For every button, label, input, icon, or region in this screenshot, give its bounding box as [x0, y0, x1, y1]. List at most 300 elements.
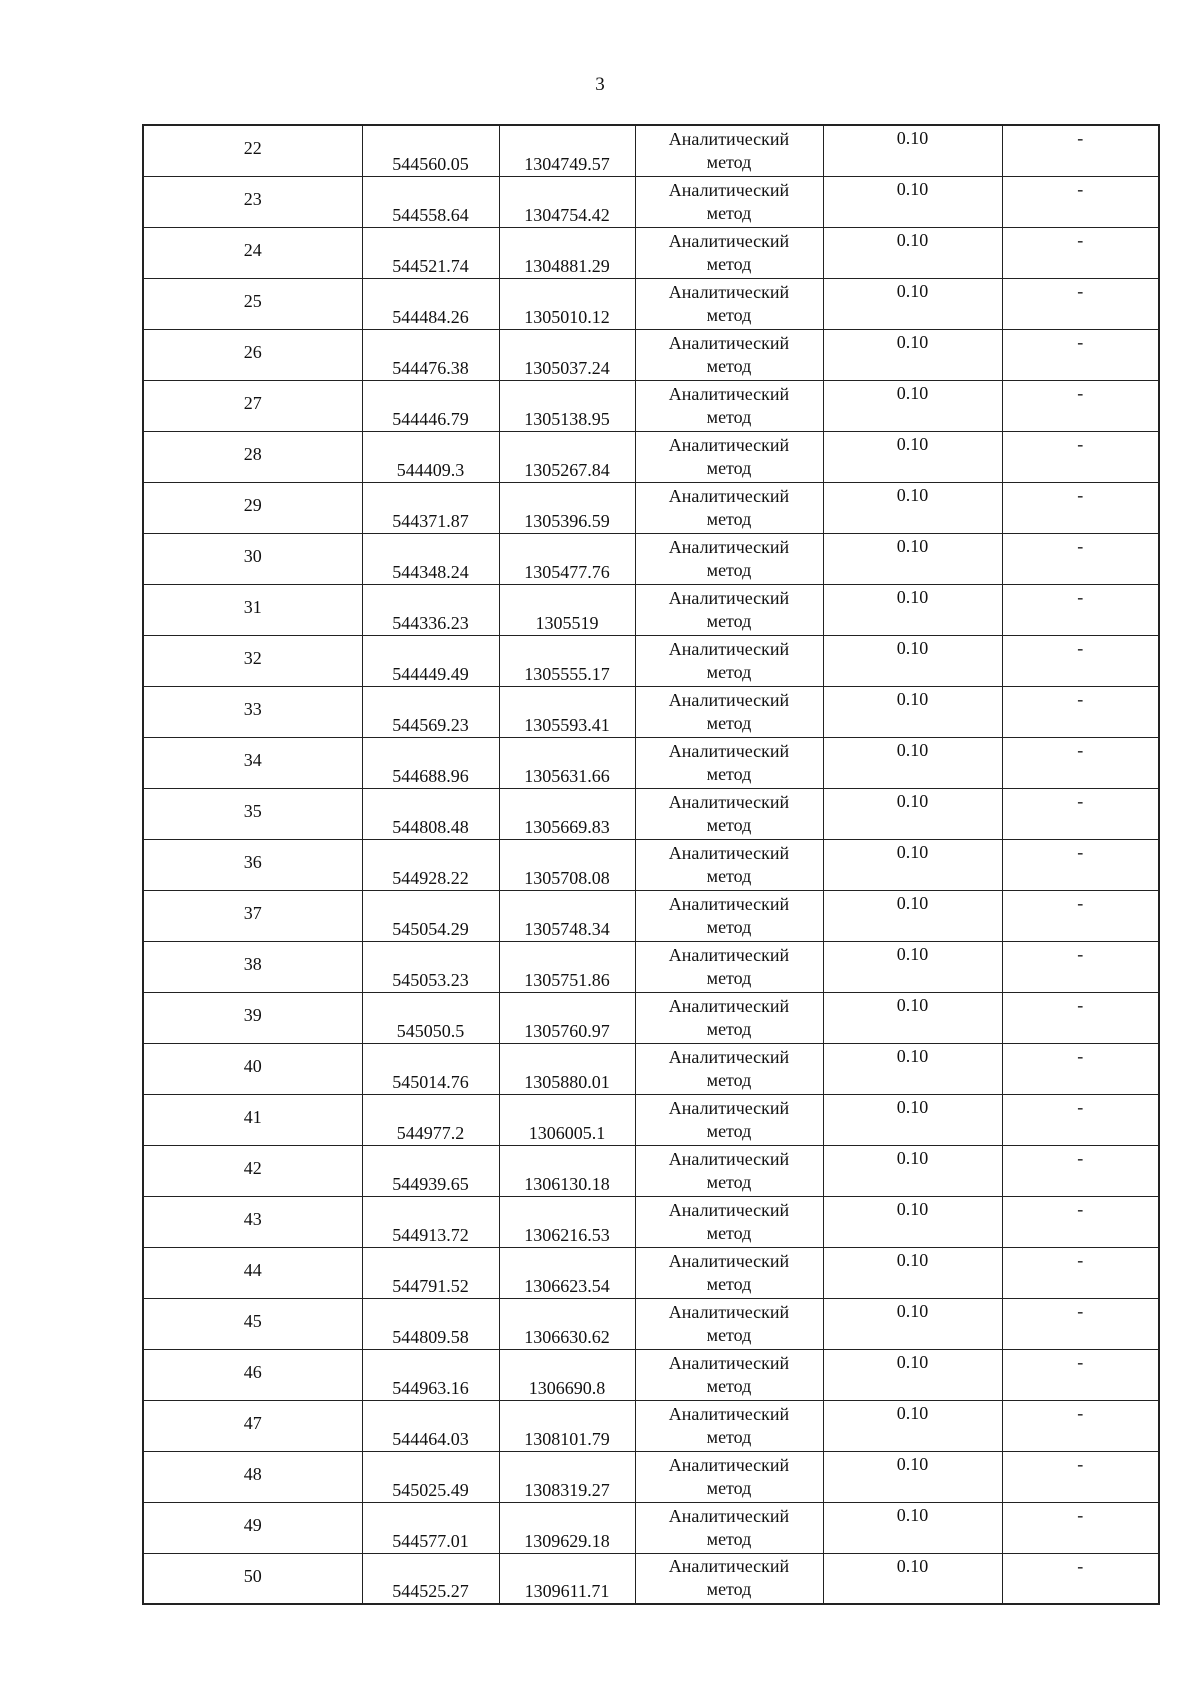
- y-coordinate-cell: [499, 176, 635, 227]
- x-coordinate: 544484.26: [392, 306, 469, 327]
- x-coordinate-cell: [362, 1196, 499, 1247]
- point-number-cell: [143, 839, 362, 890]
- accuracy-value: 0.10: [896, 128, 929, 148]
- description-value: -: [1077, 1555, 1084, 1576]
- table-row: [143, 890, 1159, 941]
- description-value: -: [1077, 535, 1084, 556]
- method-cell: [635, 431, 823, 482]
- y-coordinate: 1305477.76: [524, 561, 610, 582]
- y-coordinate: 1305396.59: [524, 510, 610, 531]
- accuracy-value: 0.10: [896, 1555, 929, 1576]
- x-coordinate: 545053.23: [392, 969, 469, 990]
- x-coordinate: 544336.23: [392, 612, 469, 633]
- table-row: [143, 1553, 1159, 1604]
- method-label-line2: метод: [706, 1222, 752, 1243]
- description-cell: [1002, 431, 1159, 482]
- method-label-line2: метод: [706, 151, 752, 172]
- table-row: [143, 1451, 1159, 1502]
- x-coordinate: 544558.64: [392, 204, 469, 225]
- table-row: [143, 788, 1159, 839]
- accuracy-cell: [823, 941, 1002, 992]
- y-coordinate-cell: [499, 482, 635, 533]
- accuracy-value: 0.10: [896, 331, 929, 352]
- point-number: 26: [243, 342, 262, 362]
- description-value: -: [1077, 1402, 1084, 1423]
- point-number: 46: [243, 1362, 262, 1382]
- point-number-cell: [143, 584, 362, 635]
- point-number: 22: [243, 138, 262, 159]
- description-value: -: [1077, 586, 1084, 607]
- description-cell: [1002, 635, 1159, 686]
- y-coordinate-cell: [499, 533, 635, 584]
- y-coordinate-cell: [499, 1400, 635, 1451]
- method-label-line1: Аналитический: [668, 1301, 790, 1322]
- method-label-line2: метод: [706, 304, 752, 325]
- method-label-line2: метод: [706, 916, 752, 937]
- method-cell: [635, 686, 823, 737]
- y-coordinate-cell: [499, 890, 635, 941]
- method-label-line1: Аналитический: [668, 128, 790, 149]
- method-label-line2: метод: [706, 355, 752, 376]
- accuracy-value: 0.10: [896, 484, 929, 505]
- x-coordinate-cell: [362, 1451, 499, 1502]
- method-label-line2: метод: [706, 1375, 752, 1396]
- method-label-line1: Аналитический: [668, 689, 790, 710]
- table-row: [143, 737, 1159, 788]
- method-label-line2: метод: [706, 1069, 752, 1090]
- x-coordinate: 545054.29: [392, 918, 469, 939]
- description-cell: [1002, 1553, 1159, 1604]
- x-coordinate: 544808.48: [392, 816, 469, 837]
- x-coordinate-cell: [362, 686, 499, 737]
- description-cell: [1002, 788, 1159, 839]
- y-coordinate-cell: [499, 941, 635, 992]
- x-coordinate: 544521.74: [392, 255, 469, 276]
- accuracy-value: 0.10: [896, 535, 929, 556]
- table-row: [143, 125, 1159, 176]
- description-value: -: [1077, 739, 1084, 760]
- x-coordinate-cell: [362, 737, 499, 788]
- y-coordinate: 1305555.17: [524, 663, 610, 684]
- description-cell: [1002, 1349, 1159, 1400]
- method-label-line1: Аналитический: [668, 1046, 790, 1067]
- x-coordinate-cell: [362, 788, 499, 839]
- y-coordinate: 1305138.95: [524, 408, 610, 429]
- x-coordinate: 544446.79: [392, 408, 469, 429]
- point-number-cell: [143, 635, 362, 686]
- x-coordinate: 544791.52: [392, 1275, 469, 1296]
- x-coordinate: 544525.27: [392, 1581, 469, 1601]
- table-row: [143, 431, 1159, 482]
- y-coordinate-cell: [499, 1298, 635, 1349]
- method-cell: [635, 1502, 823, 1553]
- method-label-line2: метод: [706, 508, 752, 529]
- x-coordinate-cell: [362, 1400, 499, 1451]
- accuracy-value: 0.10: [896, 841, 929, 862]
- description-cell: [1002, 941, 1159, 992]
- x-coordinate-cell: [362, 1145, 499, 1196]
- accuracy-cell: [823, 1298, 1002, 1349]
- method-label-line2: метод: [706, 559, 752, 580]
- accuracy-cell: [823, 1043, 1002, 1094]
- table-row: [143, 278, 1159, 329]
- y-coordinate: 1306623.54: [524, 1275, 610, 1296]
- description-cell: [1002, 1298, 1159, 1349]
- method-cell: [635, 227, 823, 278]
- table-row: [143, 533, 1159, 584]
- accuracy-cell: [823, 278, 1002, 329]
- method-label-line2: метод: [706, 202, 752, 223]
- table-row: [143, 329, 1159, 380]
- method-label-line1: Аналитический: [668, 230, 790, 251]
- y-coordinate: 1309629.18: [524, 1530, 610, 1551]
- x-coordinate-cell: [362, 890, 499, 941]
- description-cell: [1002, 227, 1159, 278]
- point-number: 28: [243, 444, 262, 464]
- x-coordinate-cell: [362, 1349, 499, 1400]
- accuracy-value: 0.10: [896, 586, 929, 607]
- point-number: 42: [243, 1158, 262, 1178]
- method-cell: [635, 329, 823, 380]
- description-value: -: [1077, 943, 1084, 964]
- table-row: [143, 227, 1159, 278]
- point-number-cell: [143, 1196, 362, 1247]
- point-number: 33: [243, 699, 262, 719]
- x-coordinate-cell: [362, 380, 499, 431]
- x-coordinate-cell: [362, 278, 499, 329]
- accuracy-value: 0.10: [896, 943, 929, 964]
- method-cell: [635, 1247, 823, 1298]
- y-coordinate: 1304749.57: [524, 153, 610, 174]
- method-label-line1: Аналитический: [668, 536, 790, 557]
- x-coordinate: 544569.23: [392, 714, 469, 735]
- method-cell: [635, 380, 823, 431]
- method-label-line2: метод: [706, 1528, 752, 1549]
- x-coordinate: 544449.49: [392, 663, 469, 684]
- method-label-line1: Аналитический: [668, 383, 790, 404]
- point-number-cell: [143, 329, 362, 380]
- x-coordinate-cell: [362, 941, 499, 992]
- description-cell: [1002, 1145, 1159, 1196]
- accuracy-value: 0.10: [896, 433, 929, 454]
- description-cell: [1002, 1247, 1159, 1298]
- point-number-cell: [143, 890, 362, 941]
- description-cell: [1002, 584, 1159, 635]
- description-value: -: [1077, 280, 1084, 301]
- method-cell: [635, 482, 823, 533]
- method-cell: [635, 584, 823, 635]
- method-label-line2: метод: [706, 457, 752, 478]
- table-row: [143, 1298, 1159, 1349]
- method-label-line1: Аналитический: [668, 281, 790, 302]
- method-cell: [635, 1400, 823, 1451]
- y-coordinate: 1308101.79: [524, 1428, 610, 1449]
- table-row: [143, 1247, 1159, 1298]
- accuracy-cell: [823, 992, 1002, 1043]
- x-coordinate-cell: [362, 1094, 499, 1145]
- x-coordinate: 544939.65: [392, 1173, 469, 1194]
- accuracy-value: 0.10: [896, 1249, 929, 1270]
- y-coordinate: 1305669.83: [524, 816, 610, 837]
- point-number: 24: [243, 240, 262, 260]
- accuracy-cell: [823, 839, 1002, 890]
- x-coordinate: 545050.5: [396, 1020, 465, 1041]
- method-label-line2: метод: [706, 1018, 752, 1039]
- point-number: 37: [243, 903, 262, 923]
- method-label-line1: Аналитический: [668, 842, 790, 863]
- method-cell: [635, 533, 823, 584]
- method-cell: [635, 635, 823, 686]
- point-number-cell: [143, 278, 362, 329]
- point-number: 35: [243, 801, 262, 821]
- y-coordinate-cell: [499, 839, 635, 890]
- table-row: [143, 686, 1159, 737]
- point-number: 38: [243, 954, 262, 974]
- method-label-line2: метод: [706, 967, 752, 988]
- method-cell: [635, 1553, 823, 1604]
- x-coordinate-cell: [362, 431, 499, 482]
- accuracy-cell: [823, 1094, 1002, 1145]
- point-number: 23: [243, 189, 262, 209]
- method-label-line2: метод: [706, 865, 752, 886]
- accuracy-value: 0.10: [896, 790, 929, 811]
- point-number-cell: [143, 1451, 362, 1502]
- y-coordinate-cell: [499, 788, 635, 839]
- description-cell: [1002, 482, 1159, 533]
- description-cell: [1002, 533, 1159, 584]
- point-number: 49: [243, 1515, 262, 1535]
- description-value: -: [1077, 1351, 1084, 1372]
- y-coordinate-cell: [499, 278, 635, 329]
- method-cell: [635, 1094, 823, 1145]
- accuracy-value: 0.10: [896, 688, 929, 709]
- x-coordinate: 544409.3: [396, 459, 465, 480]
- y-coordinate: 1306630.62: [524, 1326, 610, 1347]
- description-cell: [1002, 1043, 1159, 1094]
- method-label-line1: Аналитический: [668, 791, 790, 812]
- point-number-cell: [143, 1349, 362, 1400]
- point-number-cell: [143, 533, 362, 584]
- point-number: 47: [243, 1413, 262, 1433]
- method-label-line1: Аналитический: [668, 995, 790, 1016]
- y-coordinate-cell: [499, 1145, 635, 1196]
- y-coordinate: 1308319.27: [524, 1479, 610, 1500]
- description-cell: [1002, 1502, 1159, 1553]
- point-number-cell: [143, 1400, 362, 1451]
- method-label-line2: метод: [706, 253, 752, 274]
- description-cell: [1002, 176, 1159, 227]
- description-value: -: [1077, 433, 1084, 454]
- table-row: [143, 1349, 1159, 1400]
- table-row: [143, 1043, 1159, 1094]
- y-coordinate-cell: [499, 431, 635, 482]
- page-number: 3: [595, 74, 605, 95]
- description-value: -: [1077, 892, 1084, 913]
- accuracy-value: 0.10: [896, 1096, 929, 1117]
- accuracy-cell: [823, 737, 1002, 788]
- y-coordinate: 1304881.29: [524, 255, 610, 276]
- method-label-line1: Аналитический: [668, 1250, 790, 1271]
- description-value: -: [1077, 1198, 1084, 1219]
- accuracy-cell: [823, 1553, 1002, 1604]
- method-label-line2: метод: [706, 712, 752, 733]
- y-coordinate: 1305519: [535, 612, 599, 633]
- x-coordinate: 544464.03: [392, 1428, 469, 1449]
- method-label-line1: Аналитический: [668, 944, 790, 965]
- y-coordinate-cell: [499, 125, 635, 176]
- y-coordinate: 1305631.66: [524, 765, 610, 786]
- accuracy-value: 0.10: [896, 1198, 929, 1219]
- table-row: [143, 1400, 1159, 1451]
- point-number: 32: [243, 648, 262, 668]
- x-coordinate: 544348.24: [392, 561, 469, 582]
- accuracy-cell: [823, 1196, 1002, 1247]
- method-label-line2: метод: [706, 406, 752, 427]
- y-coordinate-cell: [499, 686, 635, 737]
- point-number-cell: [143, 227, 362, 278]
- point-number-cell: [143, 1553, 362, 1604]
- description-cell: [1002, 992, 1159, 1043]
- description-value: -: [1077, 1453, 1084, 1474]
- description-value: -: [1077, 1096, 1084, 1117]
- description-cell: [1002, 1400, 1159, 1451]
- accuracy-value: 0.10: [896, 1045, 929, 1066]
- method-label-line2: метод: [706, 763, 752, 784]
- table-row: [143, 584, 1159, 635]
- point-number-cell: [143, 686, 362, 737]
- y-coordinate-cell: [499, 1502, 635, 1553]
- description-value: -: [1077, 1504, 1084, 1525]
- accuracy-value: 0.10: [896, 1504, 929, 1525]
- x-coordinate: 544809.58: [392, 1326, 469, 1347]
- method-cell: [635, 839, 823, 890]
- method-cell: [635, 1043, 823, 1094]
- accuracy-cell: [823, 533, 1002, 584]
- point-number: 25: [243, 291, 262, 311]
- y-coordinate-cell: [499, 635, 635, 686]
- y-coordinate-cell: [499, 992, 635, 1043]
- description-cell: [1002, 1451, 1159, 1502]
- accuracy-cell: [823, 635, 1002, 686]
- method-label-line1: Аналитический: [668, 179, 790, 200]
- y-coordinate: 1305751.86: [524, 969, 610, 990]
- point-number: 40: [243, 1056, 262, 1076]
- y-coordinate: 1306005.1: [528, 1122, 606, 1143]
- accuracy-value: 0.10: [896, 739, 929, 760]
- description-value: -: [1077, 229, 1084, 250]
- x-coordinate-cell: [362, 1247, 499, 1298]
- x-coordinate: 544688.96: [392, 765, 469, 786]
- description-value: -: [1077, 331, 1084, 352]
- method-label-line2: метод: [706, 1171, 752, 1192]
- description-value: -: [1077, 1249, 1084, 1270]
- method-label-line1: Аналитический: [668, 638, 790, 659]
- description-value: -: [1077, 637, 1084, 658]
- accuracy-value: 0.10: [896, 229, 929, 250]
- accuracy-cell: [823, 1400, 1002, 1451]
- y-coordinate: 1306130.18: [524, 1173, 610, 1194]
- x-coordinate-cell: [362, 584, 499, 635]
- method-label-line1: Аналитический: [668, 740, 790, 761]
- method-cell: [635, 941, 823, 992]
- x-coordinate-cell: [362, 482, 499, 533]
- point-number: 43: [243, 1209, 262, 1229]
- method-label-line2: метод: [706, 661, 752, 682]
- y-coordinate-cell: [499, 1553, 635, 1604]
- x-coordinate-cell: [362, 176, 499, 227]
- accuracy-value: 0.10: [896, 1147, 929, 1168]
- point-number: 45: [243, 1311, 262, 1331]
- x-coordinate: 544577.01: [392, 1530, 469, 1551]
- y-coordinate-cell: [499, 227, 635, 278]
- method-label-line1: Аналитический: [668, 1403, 790, 1424]
- x-coordinate: 544963.16: [392, 1377, 469, 1398]
- accuracy-cell: [823, 584, 1002, 635]
- y-coordinate-cell: [499, 1451, 635, 1502]
- accuracy-value: 0.10: [896, 178, 929, 199]
- point-number: 41: [243, 1107, 262, 1127]
- description-cell: [1002, 1094, 1159, 1145]
- y-coordinate: 1305010.12: [524, 306, 610, 327]
- point-number-cell: [143, 1247, 362, 1298]
- point-number-cell: [143, 482, 362, 533]
- point-number-cell: [143, 431, 362, 482]
- method-cell: [635, 125, 823, 176]
- x-coordinate: 544928.22: [392, 867, 469, 888]
- y-coordinate-cell: [499, 1043, 635, 1094]
- accuracy-cell: [823, 125, 1002, 176]
- accuracy-cell: [823, 1451, 1002, 1502]
- method-label-line1: Аналитический: [668, 1352, 790, 1373]
- coordinates-table: [142, 124, 1160, 1605]
- y-coordinate-cell: [499, 737, 635, 788]
- coordinates-table-body: [143, 125, 1159, 1604]
- x-coordinate: 544977.2: [396, 1122, 465, 1143]
- accuracy-cell: [823, 431, 1002, 482]
- method-label-line1: Аналитический: [668, 1097, 790, 1118]
- accuracy-cell: [823, 329, 1002, 380]
- point-number: 34: [243, 750, 262, 770]
- x-coordinate-cell: [362, 125, 499, 176]
- table-row: [143, 1145, 1159, 1196]
- method-cell: [635, 1145, 823, 1196]
- method-cell: [635, 992, 823, 1043]
- description-cell: [1002, 1196, 1159, 1247]
- method-label-line2: метод: [706, 1579, 752, 1600]
- method-cell: [635, 278, 823, 329]
- point-number-cell: [143, 788, 362, 839]
- point-number-cell: [143, 380, 362, 431]
- method-cell: [635, 788, 823, 839]
- y-coordinate: 1305267.84: [524, 459, 610, 480]
- description-value: -: [1077, 994, 1084, 1015]
- description-value: -: [1077, 382, 1084, 403]
- point-number-cell: [143, 1094, 362, 1145]
- accuracy-value: 0.10: [896, 1402, 929, 1423]
- method-label-line1: Аналитический: [668, 485, 790, 506]
- y-coordinate-cell: [499, 1094, 635, 1145]
- accuracy-value: 0.10: [896, 1351, 929, 1372]
- method-cell: [635, 737, 823, 788]
- point-number-cell: [143, 1502, 362, 1553]
- y-coordinate-cell: [499, 584, 635, 635]
- method-label-line2: метод: [706, 1477, 752, 1498]
- accuracy-cell: [823, 227, 1002, 278]
- x-coordinate-cell: [362, 839, 499, 890]
- y-coordinate: 1306690.8: [528, 1377, 606, 1398]
- accuracy-cell: [823, 686, 1002, 737]
- x-coordinate: 545014.76: [392, 1071, 469, 1092]
